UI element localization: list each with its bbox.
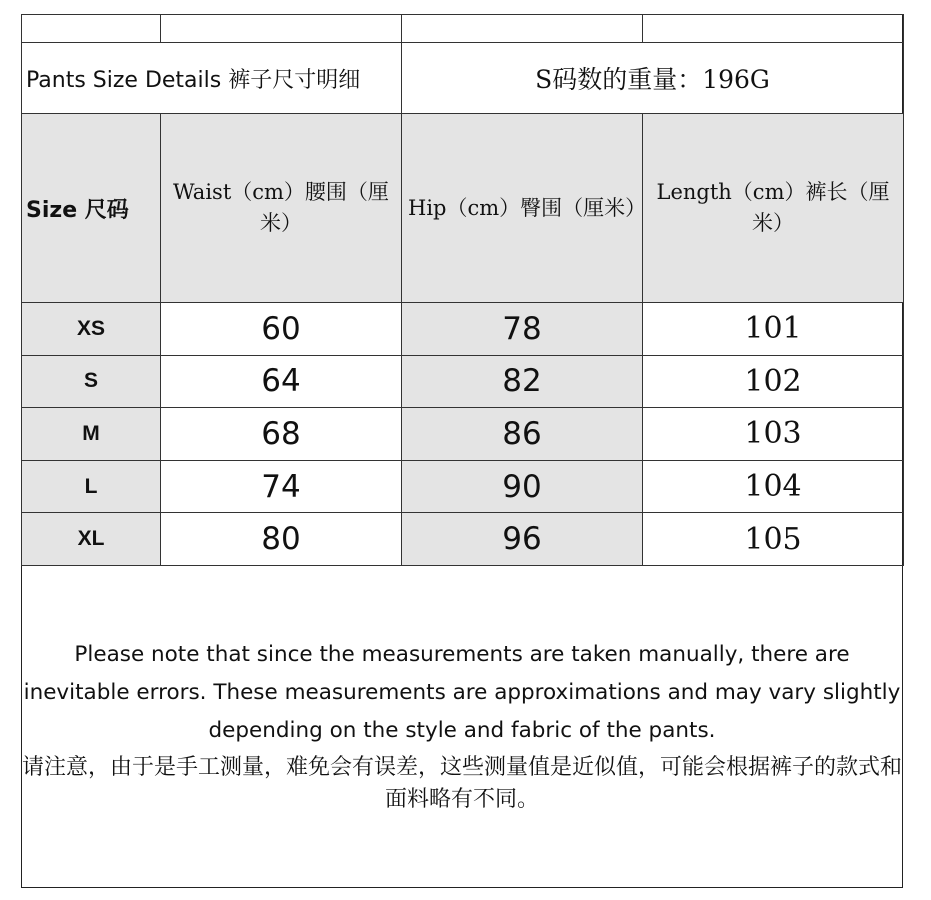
hip-value: 90 (402, 460, 643, 513)
header-waist: Waist（cm）腰围（厘米） (161, 114, 402, 303)
length-value: 105 (643, 513, 904, 566)
waist-value: 64 (161, 355, 402, 408)
table-row (22, 408, 904, 461)
hip-value: 82 (402, 355, 643, 408)
size-label: M (22, 408, 161, 461)
size-label: XL (22, 513, 161, 566)
size-chart-table (21, 14, 904, 566)
size-label: XS (22, 303, 161, 356)
length-value: 101 (643, 303, 904, 356)
chart-title: Pants Size Details 裤子尺寸明细 (22, 43, 402, 114)
note-english: Please note that since the measurements are taken manually, there are inevitable errors. These measurements are approximations and may vary slightly depending on the style and fabric of the pants. (23, 642, 901, 743)
weight-info: S码数的重量：196G (402, 43, 904, 114)
table-row (22, 513, 904, 566)
header-length: Length（cm）裤长（厘米） (643, 114, 904, 303)
table-row (22, 460, 904, 513)
length-value: 102 (643, 355, 904, 408)
waist-value: 74 (161, 460, 402, 513)
hip-value: 78 (402, 303, 643, 356)
measurement-note (22, 636, 902, 816)
header-row (22, 114, 904, 303)
size-label: L (22, 460, 161, 513)
note-chinese: 请注意，由于是手工测量，难免会有误差，这些测量值是近似值，可能会根据裤子的款式和面料略有不同。 (22, 755, 903, 812)
length-value: 104 (643, 460, 904, 513)
header-hip: Hip（cm）臀围（厘米） (402, 114, 643, 303)
waist-value: 80 (161, 513, 402, 566)
hip-value: 96 (402, 513, 643, 566)
hip-value: 86 (402, 408, 643, 461)
length-value: 103 (643, 408, 904, 461)
waist-value: 60 (161, 303, 402, 356)
waist-value: 68 (161, 408, 402, 461)
table-row (22, 303, 904, 356)
title-row (22, 43, 904, 114)
table-row (22, 355, 904, 408)
size-label: S (22, 355, 161, 408)
empty-top-row (22, 15, 904, 43)
header-size: Size 尺码 (22, 114, 161, 303)
